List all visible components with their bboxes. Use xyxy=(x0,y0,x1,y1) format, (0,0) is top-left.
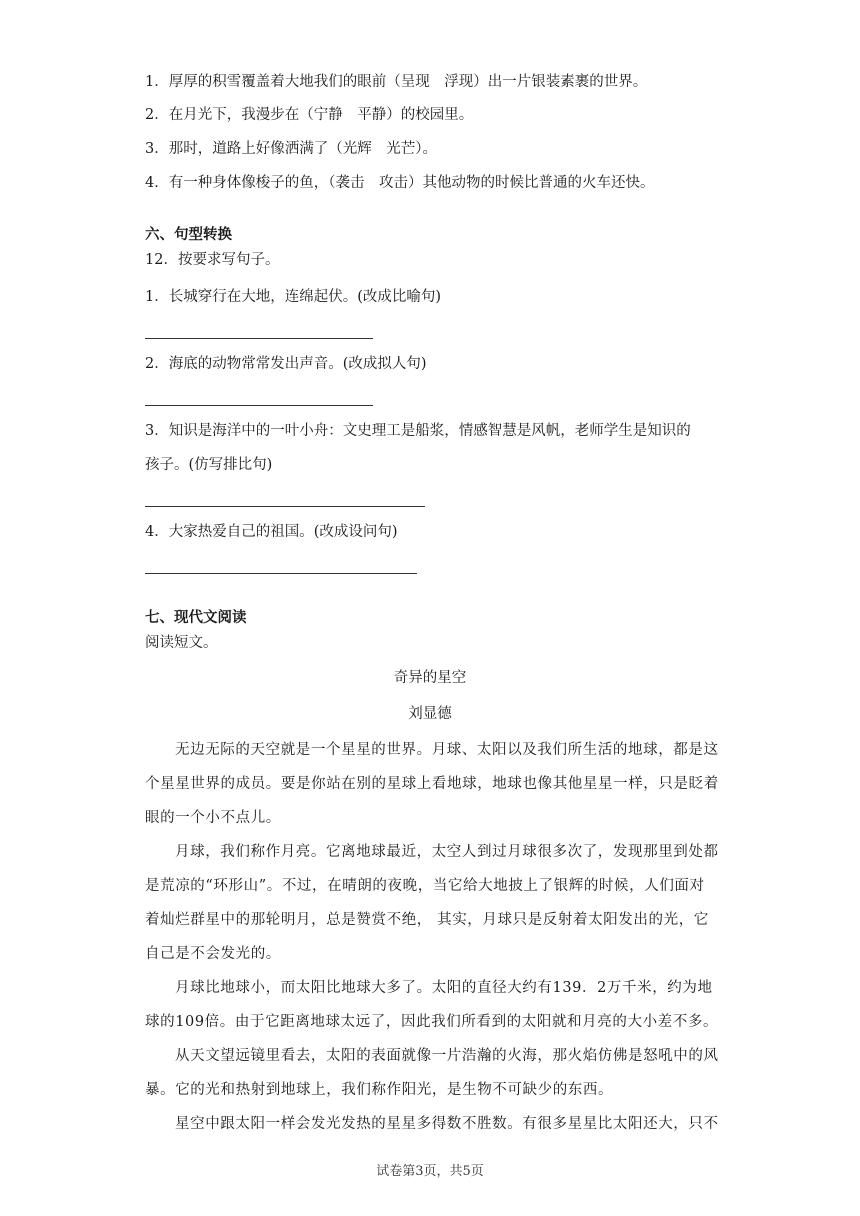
section-heading-6: 六、句型转换 xyxy=(145,226,232,243)
choice-item-2: 2．在月光下，我漫步在（宁静 平静）的校园里。 xyxy=(145,107,474,123)
question-12: 12．按要求写句子。 xyxy=(145,252,280,268)
passage-line: 眼的一个小不点儿。 xyxy=(145,810,281,826)
answer-line-4 xyxy=(145,573,417,574)
choice-item-3: 3．那时，道路上好像洒满了（光辉 光芒）。 xyxy=(145,141,437,157)
choice-item-1: 1．厚厚的积雪覆盖着大地我们的眼前（呈现 浮现）出一片银装素裹的世界。 xyxy=(145,74,648,90)
answer-line-1 xyxy=(145,338,373,339)
answer-line-2 xyxy=(145,405,373,406)
sentence-task-3: 3．知识是海洋中的一叶小舟：文史理工是船浆，情感智慧是风帆，老师学生是知识的 xyxy=(145,423,691,439)
page-footer: 试卷第3页，共5页 xyxy=(376,1164,484,1179)
sentence-task-4: 4．大家热爱自己的祖国。(改成设问句) xyxy=(145,524,398,540)
passage-line: 月球比地球小，而太阳比地球大多了。太阳的直径大约有139．2万千米，约为地 xyxy=(175,980,713,996)
sentence-task-2: 2．海底的动物常常发出声音。(改成拟人句) xyxy=(145,356,427,372)
reading-intro: 阅读短文。 xyxy=(145,635,218,651)
passage-line: 月球，我们称作月亮。它离地球最近，太空人到过月球很多次了，发现那里到处都 xyxy=(175,844,719,860)
passage-title: 奇异的星空 xyxy=(393,670,467,686)
answer-line-3 xyxy=(145,506,425,507)
section-heading-7: 七、现代文阅读 xyxy=(145,609,247,626)
passage-line: 是荒凉的“环形山”。不过，在晴朗的夜晚，当它给大地披上了银辉的时候，人们面对 xyxy=(145,878,705,894)
passage-line: 从天文望远镜里看去，太阳的表面就像一片浩瀚的火海，那火焰仿佛是怒吼中的风 xyxy=(175,1048,719,1064)
passage-line: 星空中跟太阳一样会发光发热的星星多得数不胜数。有很多星星比太阳还大，只不 xyxy=(175,1116,719,1132)
passage-line: 个星星世界的成员。要是你站在别的星球上看地球，地球也像其他星星一样，只是眨着 xyxy=(145,776,719,792)
passage-line: 着灿烂群星中的那轮明月，总是赞赏不绝， 其实，月球只是反射着太阳发出的光，它 xyxy=(145,912,709,928)
sentence-task-3-cont: 孩子。(仿写排比句) xyxy=(145,457,273,473)
passage-line: 无边无际的天空就是一个星星的世界。月球、太阳以及我们所生活的地球，都是这 xyxy=(175,742,719,758)
sentence-task-1: 1．长城穿行在大地，连绵起伏。(改成比喻句) xyxy=(145,289,442,305)
choice-item-4: 4．有一种身体像梭子的鱼，（袭击 攻击）其他动物的时候比普通的火车还快。 xyxy=(145,175,655,191)
passage-line: 球的109倍。由于它距离地球太远了，因此我们所看到的太阳就和月亮的大小差不多。 xyxy=(145,1014,719,1030)
passage-line: 自己是不会发光的。 xyxy=(145,946,281,962)
passage-line: 暴。它的光和热射到地球上，我们称作阳光，是生物不可缺少的东西。 xyxy=(145,1082,614,1098)
passage-author: 刘显德 xyxy=(408,706,452,722)
